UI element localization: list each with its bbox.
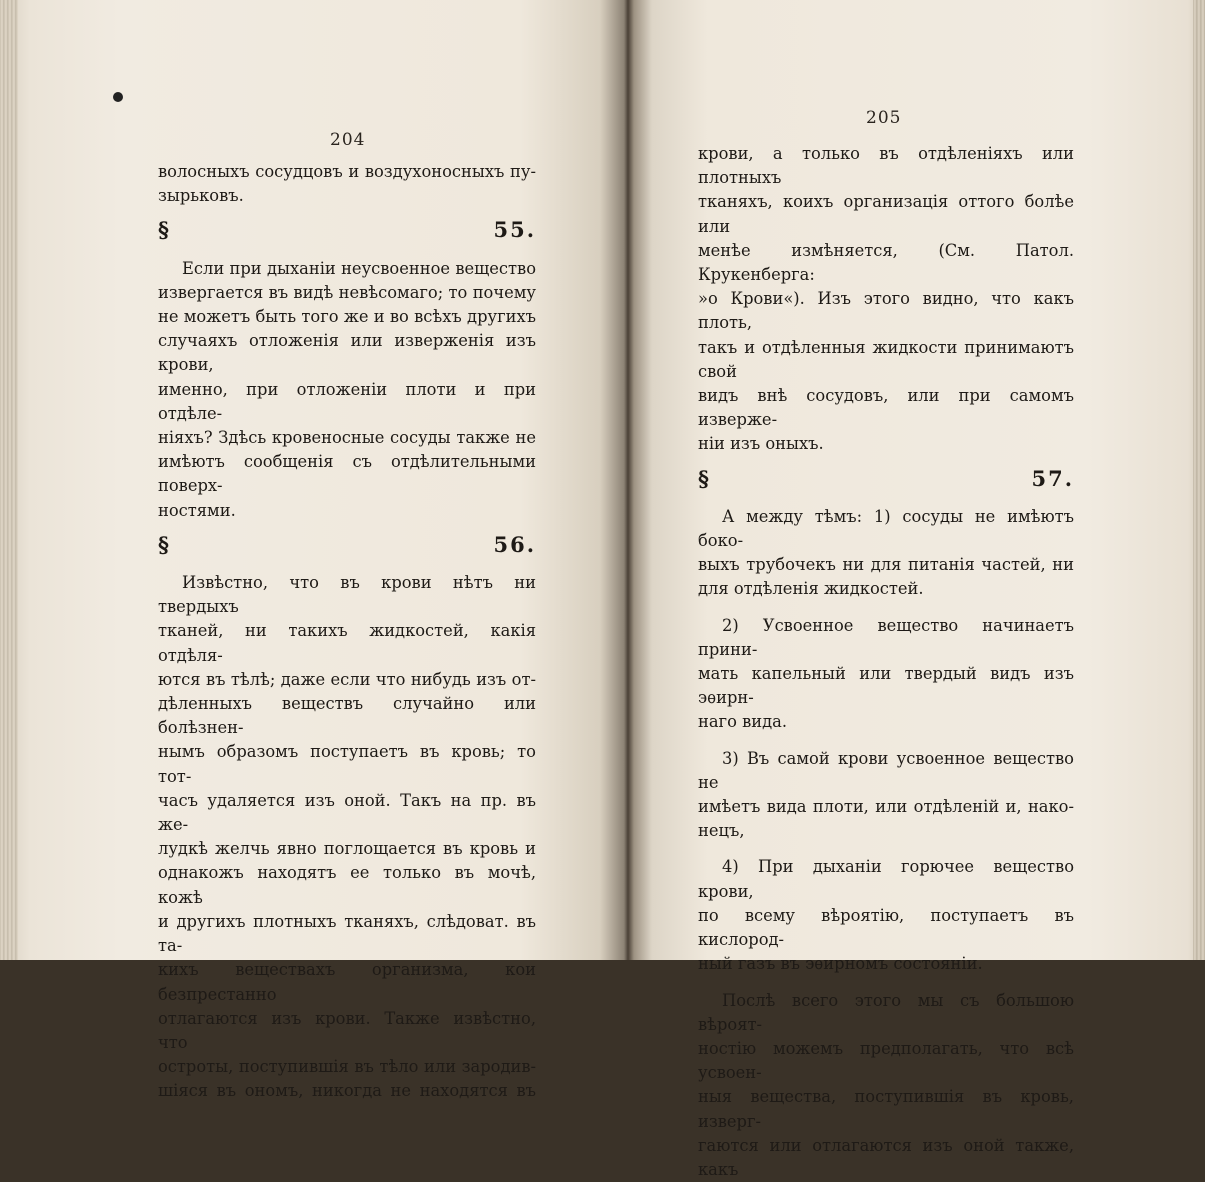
text-line: ныя вещества, поступившiя въ кровь, изверг-	[698, 1087, 1074, 1131]
text-line: дѣленныхъ веществъ случайно или болѣзнен-	[158, 694, 536, 738]
right-page	[628, 0, 1205, 1179]
text-line: имѣютъ сообщенiя съ отдѣлительными поверх-	[158, 452, 536, 496]
text-line: нiи изъ оныхъ.	[698, 434, 824, 454]
text-line: нiяхъ? Здѣсь кровеносные сосуды также не	[158, 428, 536, 448]
text-line: 3) Въ самой крови усвоенное вещество не	[698, 748, 1074, 792]
text-line: наго вида.	[698, 712, 787, 732]
text-line: шiяся въ ономъ, никогда не находятся въ	[158, 1081, 536, 1101]
left-page	[0, 0, 628, 1101]
text-line: гаются или отлагаются изъ оной также, какъ	[698, 1135, 1074, 1179]
text-line: нецъ,	[698, 821, 745, 841]
text-line: ются въ тѣлѣ; даже если что нибудь изъ от-	[158, 669, 536, 689]
page-edge	[1193, 0, 1205, 960]
text-line: зырьковъ.	[158, 186, 244, 206]
text-line: волосныхъ сосудцовъ и воздухоносныхъ пу-	[158, 162, 536, 181]
text-line: ностями.	[158, 500, 236, 520]
ink-spot	[113, 92, 123, 102]
text-line: кихъ веществахъ организма, кои безпрестанно	[158, 960, 536, 1004]
text-line: 2) Усвоенное вещество начинаетъ прини-	[698, 615, 1074, 659]
text-line: А между тѣмъ: 1) сосуды не имѣютъ боко-	[698, 506, 1074, 551]
text-line: крови, а только въ отдѣленiяхъ или плотныхъ	[698, 144, 1074, 188]
page-number: 205	[866, 108, 902, 128]
text-line: не можетъ быть того же и во всѣхъ другихъ	[158, 307, 536, 327]
text-line: тканей, ни такихъ жидкостей, какiя отдѣля-	[158, 621, 536, 665]
text-line: тканяхъ, коихъ организацiя оттого болѣе или	[698, 192, 1074, 236]
page-edge	[0, 0, 18, 960]
text-line: часъ удаляется изъ оной. Такъ на пр. въ же-	[158, 790, 536, 835]
text-line: по всему вѣроятiю, поступаетъ въ кислород-	[698, 905, 1074, 950]
text-line: Послѣ всего этого мы съ большою вѣроят-	[698, 990, 1074, 1034]
text-line: извергается въ видѣ невѣсомаго; то почему	[158, 282, 536, 302]
text-line: остроты, поступившiя въ тѣло или зародив-	[158, 1057, 536, 1077]
section-heading: § 57.	[698, 465, 1074, 491]
section-heading: § 56.	[158, 531, 536, 557]
left-page-text	[158, 160, 536, 1104]
text-line: ностiю можемъ предполагать, что всѣ усвоен-	[698, 1038, 1074, 1083]
text-line: Если при дыханiи неусвоенное вещество	[182, 258, 536, 278]
text-line: ный газъ въ эѳирномъ состоянiи.	[698, 954, 983, 974]
text-line: выхъ трубочекъ ни для питанiя частей, ни	[698, 555, 1074, 575]
text-line: однакожъ находятъ ее только въ мочѣ, кожѣ	[158, 863, 536, 907]
text-line: для отдѣленiя жидкостей.	[698, 579, 924, 599]
text-line: Извѣстно, что въ крови нѣтъ ни твердыхъ	[158, 573, 536, 617]
text-line: такъ и отдѣленныя жидкости принимаютъ свой	[698, 337, 1074, 381]
text-line: именно, при отложенiи плоти и при отдѣле-	[158, 379, 536, 423]
text-line: нымъ образомъ поступаетъ въ кровь; то тот-	[158, 742, 536, 786]
text-line: лудкѣ желчь явно поглощается въ кровь и	[158, 839, 536, 859]
text-line: »о Крови«). Изъ этого видно, что какъ плоть,	[698, 289, 1074, 333]
page-number: 204	[330, 130, 366, 150]
text-line: имѣетъ вида плоти, или отдѣленiй и, нако-	[698, 797, 1074, 817]
text-line: менѣе измѣняется, (См. Патол. Крукенберга:	[698, 240, 1074, 285]
text-line: 4) При дыханiи горючее вещество крови,	[698, 857, 1074, 901]
text-line: отлагаются изъ крови. Также извѣстно, что	[158, 1008, 536, 1052]
right-page-text	[698, 142, 1074, 1182]
text-line: случаяхъ отложенiя или изверженiя изъ крови,	[158, 331, 536, 375]
text-line: и другихъ плотныхъ тканяхъ, слѣдоват. въ та-	[158, 911, 536, 956]
text-line: видъ внѣ сосудовъ, или при самомъ изверже-	[698, 386, 1074, 430]
section-heading: § 55.	[158, 217, 536, 243]
text-line: мать капельный или твердый видъ изъ эѳирн-	[698, 664, 1074, 708]
